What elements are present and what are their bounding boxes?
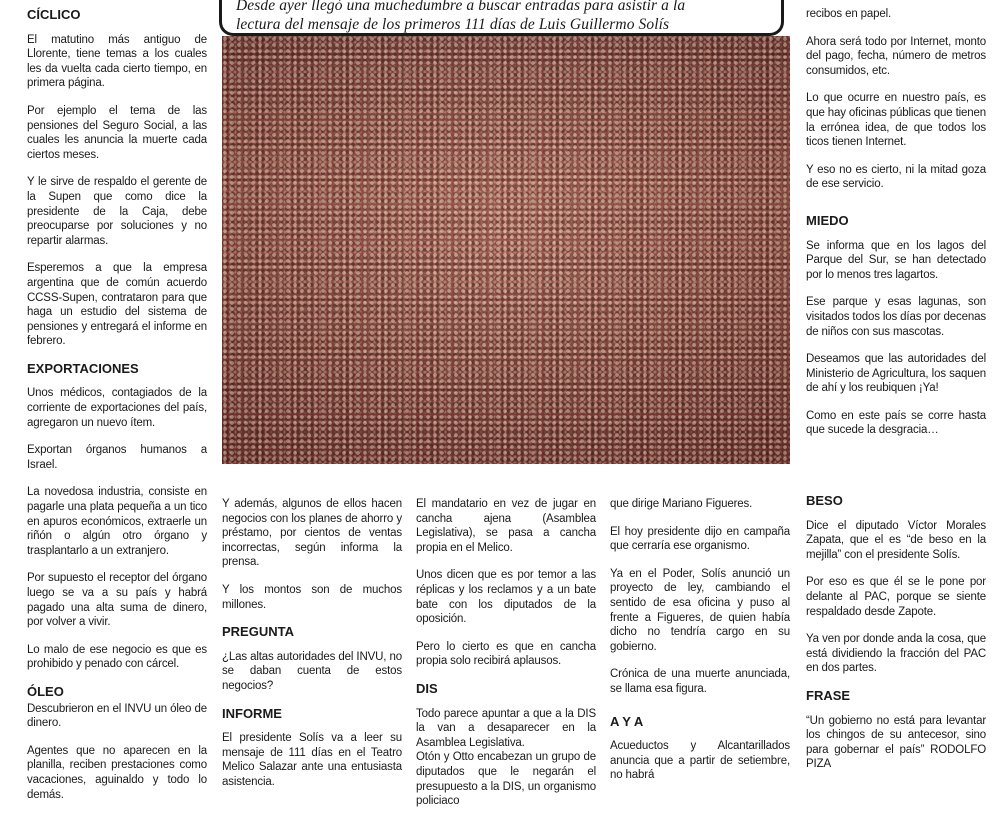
paragraph: Lo que ocurre en nuestro país, es que hay oficinas públicas que tienen la errónea idea, de que todos los ticos tienen Internet.	[806, 92, 987, 149]
paragraph: Por ejemplo el tema de las pensiones del Seguro Social, a las cuales les anuncia la muerte cada ciertos meses.	[27, 104, 207, 161]
paragraph: Descubrieron en el INVU un óleo de dinero.	[27, 702, 207, 730]
column-5-lower	[806, 494, 986, 785]
heading-exportaciones: EXPORTACIONES	[27, 360, 139, 376]
paragraph: Ya en el Poder, Solís anunció un proyecto de ley, cambiando el sentido de esa oficina y puso al frente a Figueres, de quien había dicho no tendría cargo en su gobierno.	[610, 567, 790, 653]
paragraph: “Un gobierno no está para levantar los chingos de su antecesor, sino para gobernar el país” RODOLFO PIZA	[806, 714, 986, 771]
heading-pregunta: PREGUNTA	[222, 624, 294, 640]
paragraph: Esperemos a que la empresa argentina que de común acuerdo CCSS-Supen, contrataron para que haga un estudio del sistema de pensiones y entregará el informe en febrero.	[27, 262, 207, 348]
paragraph: Acueductos y Alcantarillados anuncia que a partir de setiembre, no habrá	[610, 740, 790, 782]
heading-frase: FRASE	[806, 687, 851, 703]
heading-informe: INFORME	[222, 705, 282, 721]
paragraph: Agentes que no aparecen en la planilla, reciben prestaciones como vacaciones, aguinaldo y todo lo demás.	[27, 744, 207, 801]
paragraph: Unos dicen que es por temor a las réplicas y los reclamos y a un bate bate con los diputados de la oposición.	[416, 569, 596, 626]
paragraph: que dirige Mariano Figueres.	[610, 498, 753, 510]
paragraph: Unos médicos, contagiados de la corriente de exportaciones del país, agregaron un nuevo ítem.	[27, 387, 207, 429]
paragraph: El matutino más antiguo de Llorente, tiene temas a los cuales les da vuelta cada cierto tiempo, en primera página.	[27, 33, 207, 90]
paragraph: Crónica de una muerte anunciada, se llama esa figura.	[610, 668, 790, 695]
paragraph: Ahora será todo por Internet, monto del pago, fecha, número de metros consumidos, etc.	[806, 35, 986, 77]
paragraph: Y los montos son de muchos millones.	[222, 583, 402, 611]
paragraph: Exportan órganos humanos a Israel.	[27, 444, 207, 471]
heading-dis: DIS	[416, 680, 438, 696]
paragraph: ¿Las altas autoridades del INVU, no se daban cuenta de estos negocios?	[222, 650, 402, 692]
paragraph: Como en este país se corre hasta que sucede la desgracia…	[806, 409, 986, 437]
paragraph: La novedosa industria, consiste en pagarle una plata pequeña a un tico en apuros económicos, extraerle un riñón o algún otro órgano y trasplantarlo a un extranjero.	[27, 486, 207, 557]
paragraph: recibos en papel.	[806, 8, 892, 20]
paragraph: Y le sirve de respaldo el gerente de la Supen que como dice la presidente de la Caja, debe preocuparse por soluciones y no repartir alarmas.	[27, 176, 207, 247]
heading-oleo: ÓLEO	[27, 683, 64, 699]
caption-line-2: lectura del mensaje de los primeros 111 días de Luis Guillermo Solís	[236, 15, 670, 33]
paragraph: Deseamos que las autoridades del Ministerio de Agricultura, los saquen de ahí y los reubiquen ¡Ya!	[806, 353, 986, 395]
column-2	[222, 497, 402, 803]
photo-caption	[236, 0, 776, 34]
paragraph: El presidente Solís va a leer su mensaje de 111 días en el Teatro Melico Salazar ante una entusiasta asistencia.	[222, 732, 402, 788]
paragraph: Ya ven por donde anda la cosa, que está dividiendo la fracción del PAC en dos partes.	[806, 633, 986, 675]
crowd-photo	[222, 36, 790, 464]
heading-ciclico: CÍCLICO	[27, 7, 81, 22]
column-4	[610, 497, 790, 796]
paragraph: Todo parece apuntar a que a la DIS la van a desaparecer en la Asamblea Legislativa.	[416, 707, 596, 749]
paragraph: Dice el diputado Víctor Morales Zapata, que el es “de beso en la mejilla” con el presidente Solís.	[806, 519, 986, 561]
paragraph: Se informa que en los lagos del Parque del Sur, se han detectado por lo menos tres lagartos.	[806, 239, 986, 281]
paragraph: El hoy presidente dijo en campaña que cerraría ese organismo.	[610, 525, 790, 553]
paragraph: Por eso es que él se le pone por delante al PAC, porque se siente respaldado desde Zapote.	[806, 576, 986, 618]
column-3	[416, 497, 596, 822]
paragraph: Y eso no es cierto, ni la mitad goza de ese servicio.	[806, 163, 986, 191]
paragraph: El mandatario en vez de jugar en cancha ajena (Asamblea Legislativa), se pasa a cancha propia en el Melico.	[416, 498, 596, 554]
column-5	[806, 7, 986, 451]
caption-line-1: Desde ayer llegó una muchedumbre a buscar entradas para asistir a la	[236, 0, 686, 14]
paragraph: Otón y Otto encabezan un grupo de diputados que le negarán el presupuesto a la DIS, un organismo policiaco	[416, 751, 596, 808]
heading-miedo: MIEDO	[806, 212, 849, 228]
paragraph: Por supuesto el receptor del órgano luego se va a su país y habrá pagado una alta suma de dinero, por volver a vivir.	[27, 572, 207, 629]
column-1	[27, 8, 207, 815]
heading-beso: BESO	[806, 493, 843, 508]
paragraph: Y además, algunos de ellos hacen negocios con los planes de ahorro y préstamo, por cientos de ventas incorrectas, según informa la prensa.	[222, 498, 402, 569]
paragraph: Lo malo de ese negocio es que es prohibido y penado con cárcel.	[27, 643, 207, 671]
paragraph: Ese parque y esas lagunas, son visitados todos los días por decenas de niños con sus mascotas.	[806, 296, 986, 338]
paragraph: Pero lo cierto es que en cancha propia solo recibirá aplausos.	[416, 640, 596, 668]
heading-aya: A Y A	[610, 713, 644, 729]
